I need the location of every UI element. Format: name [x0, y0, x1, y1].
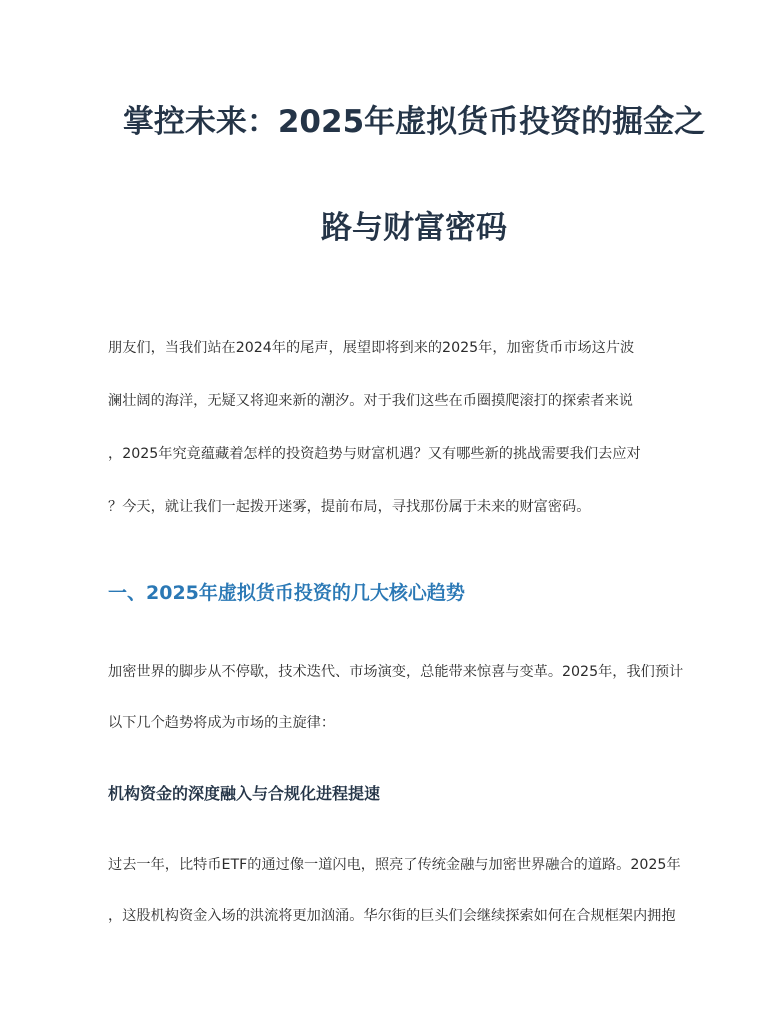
document-title-line-1: 掌控未来：2025年虚拟货币投资的掘金之 [122, 104, 706, 140]
section-heading: 一、2025年虚拟货币投资的几大核心趋势 [108, 582, 465, 604]
section-line-1: 加密世界的脚步从不停歇，技术迭代、市场演变，总能带来惊喜与变革。2025年，我们预计 [108, 664, 684, 680]
subsection-line-2: ，这股机构资金入场的洪流将更加汹涌。华尔街的巨头们会继续探索如何在合规框架内拥抱 [108, 908, 676, 924]
subsection-line-1: 过去一年，比特币ETF的通过像一道闪电，照亮了传统金融与加密世界融合的道路。2025年 [108, 857, 681, 873]
intro-line-2: 澜壮阔的海洋，无疑又将迎来新的潮汐。对于我们这些在币圈摸爬滚打的探索者来说 [108, 393, 633, 409]
intro-line-4: ？今天，就让我们一起拨开迷雾，提前布局，寻找那份属于未来的财富密码。 [108, 499, 591, 515]
intro-line-3: ，2025年究竟蕴藏着怎样的投资趋势与财富机遇？又有哪些新的挑战需要我们去应对 [108, 446, 641, 462]
intro-line-1: 朋友们，当我们站在2024年的尾声，展望即将到来的2025年，加密货币市场这片波 [108, 340, 635, 356]
subsection-heading: 机构资金的深度融入与合规化进程提速 [108, 784, 381, 803]
document-title-line-2: 路与财富密码 [321, 210, 507, 246]
section-line-2: 以下几个趋势将成为市场的主旋律： [108, 715, 336, 731]
